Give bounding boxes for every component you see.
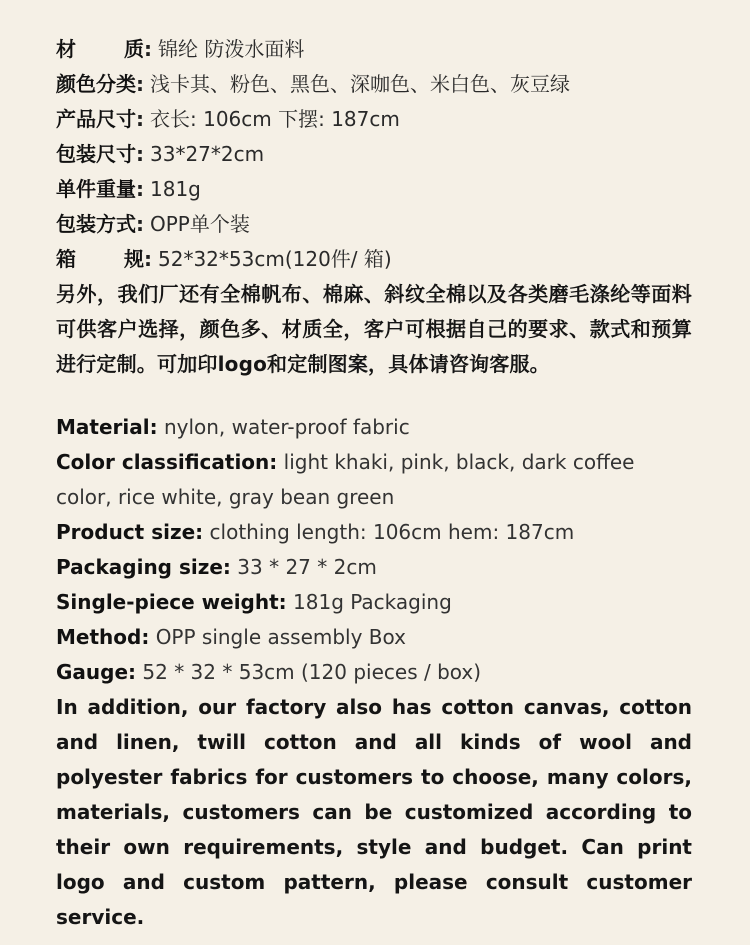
en-material-value: nylon, water-proof fabric [163, 415, 410, 439]
en-method-row [56, 620, 692, 655]
zh-colors-label: 颜色分类 [56, 72, 136, 96]
zh-note-paragraph: 另外，我们厂还有全棉帆布、棉麻、斜纹全棉以及各类磨毛涤纶等面料可供客户选择，颜色多、材质全，客户可根据自己的要求、款式和预算进行定制。可加印logo和定制图案，具体请咨询客服。 [56, 282, 692, 376]
zh-colors-colon: : [136, 72, 144, 96]
zh-colors-value: 浅卡其、粉色、黑色、深咖色、米白色、灰豆绿 [150, 72, 570, 96]
en-gauge-label: Gauge: [56, 660, 137, 684]
en-weight-value: 181g Packaging [293, 590, 452, 614]
en-material-row [56, 410, 692, 445]
zh-package-size-value: 33*27*2cm [150, 142, 265, 166]
zh-gauge-value: 52*32*53cm(120件/ 箱) [158, 247, 392, 271]
en-weight-row [56, 585, 692, 620]
zh-weight-row [56, 172, 692, 207]
zh-material-label-a: 材 [56, 37, 76, 61]
zh-package-method-row [56, 207, 692, 242]
zh-package-method-colon: : [136, 212, 144, 236]
chinese-spec-block [56, 32, 692, 382]
zh-material-row [56, 32, 692, 67]
zh-colors-row [56, 67, 692, 102]
en-package-size-label: Packaging size: [56, 555, 231, 579]
zh-material-label [56, 32, 144, 67]
en-colors-label: Color classification: [56, 450, 278, 474]
en-package-size-value: 33 * 27 * 2cm [237, 555, 377, 579]
english-spec-block [56, 410, 692, 935]
en-colors-value: light khaki, pink, black, dark coffee color, rice white, gray bean green [56, 450, 635, 509]
en-material-label: Material: [56, 415, 158, 439]
en-size-row [56, 515, 692, 550]
zh-weight-value: 181g [150, 177, 201, 201]
zh-package-size-row [56, 137, 692, 172]
en-method-value: OPP single assembly Box [155, 625, 406, 649]
zh-size-label: 产品尺寸 [56, 107, 136, 131]
en-gauge-value: 52 * 32 * 53cm (120 pieces / box) [142, 660, 482, 684]
en-gauge-row [56, 655, 692, 690]
zh-material-colon: : [144, 37, 152, 61]
zh-weight-label: 单件重量 [56, 177, 136, 201]
zh-gauge-label [56, 242, 144, 277]
en-size-value: clothing length: 106cm hem: 187cm [209, 520, 575, 544]
zh-package-method-value: OPP单个装 [150, 212, 250, 236]
zh-gauge-label-b: 规 [124, 247, 144, 271]
zh-weight-colon: : [136, 177, 144, 201]
zh-package-size-colon: : [136, 142, 144, 166]
en-note-paragraph: In addition, our factory also has cotton canvas, cotton and linen, twill cotton and all kinds of wool and polyester fabrics for customers to choose, many colors, materials, customers can be customized according to their own requirements, style and budget. Can print logo and custom pattern, please consult customer service. [56, 695, 692, 929]
zh-gauge-colon: : [144, 247, 152, 271]
zh-package-method-label: 包装方式 [56, 212, 136, 236]
en-size-label: Product size: [56, 520, 204, 544]
zh-gauge-label-a: 箱 [56, 247, 76, 271]
zh-size-value: 衣长: 106cm 下摆: 187cm [150, 107, 400, 131]
zh-size-row [56, 102, 692, 137]
zh-material-label-b: 质 [124, 37, 144, 61]
zh-package-size-label: 包装尺寸 [56, 142, 136, 166]
en-colors-row [56, 445, 692, 515]
zh-material-value: 锦纶 防泼水面料 [158, 37, 305, 61]
zh-gauge-row [56, 242, 692, 277]
en-weight-label: Single-piece weight: [56, 590, 287, 614]
en-method-label: Method: [56, 625, 150, 649]
en-package-size-row [56, 550, 692, 585]
zh-size-colon: : [136, 107, 144, 131]
